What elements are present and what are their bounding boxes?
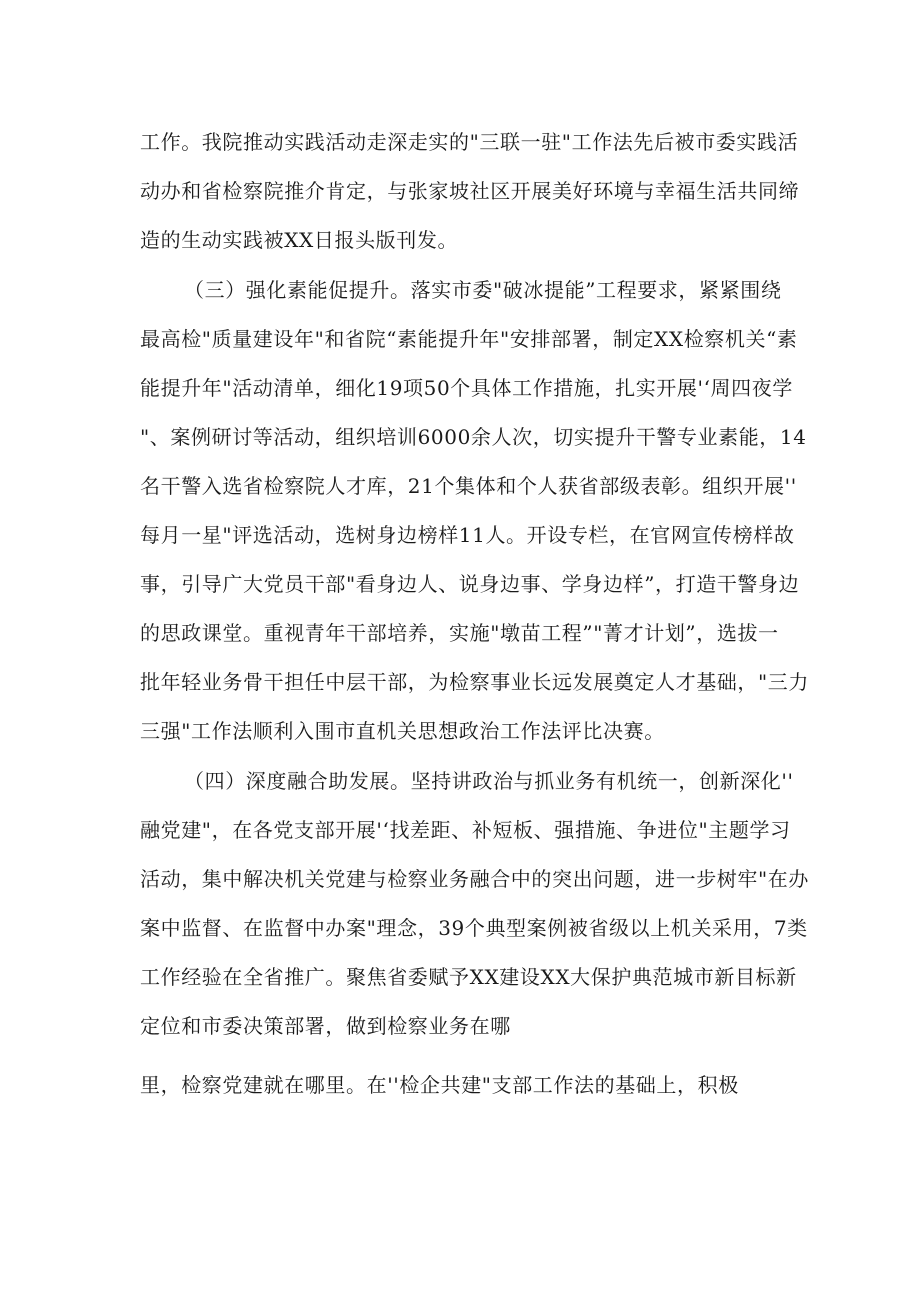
paragraph-line: 的思政课堂。重视青年干部培养，实施"墩苗工程”"菁才计划”，选拔一	[140, 621, 779, 645]
paragraph-line: "、案例研讨等活动，组织培训6000余人次，切实提升干警专业素能，14	[140, 425, 807, 449]
paragraph-line: 工作。我院推动实践活动走深走实的"三联一驻"工作法先后被市委实践活	[140, 130, 799, 154]
paragraph-line: 批年轻业务骨干担任中层干部，为检察事业长远发展奠定人才基础，"三力	[140, 670, 809, 694]
paragraph-line: 工作经验在全省推广。聚焦省委赋予XX建设XX大保护典范城市新目标新	[140, 965, 797, 989]
paragraph-line: 动办和省检察院推介肯定，与张家坡社区开展美好环境与幸福生活共同缔	[140, 179, 800, 203]
paragraph-line: 里，检察党建就在哪里。在''检企共建"支部工作法的基础上，积极	[140, 1073, 739, 1097]
paragraph-line: 活动，集中解决机关党建与检察业务融合中的突出问题，进一步树牢"在办	[140, 867, 809, 891]
paragraph-line: 案中监督、在监督中办案"理念，39个典型案例被省级以上机关采用，7类	[140, 916, 808, 940]
paragraph-line: 造的生动实践被XX日报头版刊发。	[140, 228, 459, 252]
section-3-heading-line: （三）强化素能促提升。落实市委"破冰提能”工程要求，紧紧围绕	[184, 278, 782, 302]
paragraph-line: 融党建"，在各党支部开展'‘找差距、补短板、强措施、争进位"主题学习	[140, 818, 791, 842]
paragraph-line: 三强"工作法顺利入围市直机关思想政治工作法评比决赛。	[140, 719, 665, 743]
paragraph-line: 每月一星"评选活动，选树身边榜样11人。开设专栏，在官网宣传榜样故	[140, 523, 795, 547]
section-4-heading-line: （四）深度融合助发展。坚持讲政治与抓业务有机统一，创新深化''	[184, 769, 794, 793]
paragraph-line: 事，引导广大党员干部"看身边人、说身边事、学身边样”，打造干警身边	[140, 572, 800, 596]
paragraph-line: 最高检"质量建设年"和省院“素能提升年"安排部署，制定XX检察机关“素	[140, 327, 798, 351]
paragraph-line: 能提升年"活动清单，细化19项50个具体工作措施，扎实开展'‘周四夜学	[140, 376, 793, 400]
paragraph-line: 定位和市委决策部署，做到检察业务在哪	[140, 1014, 511, 1038]
paragraph-line: 名干警入选省检察院人才库，21个集体和个人获省部级表彰。组织开展''	[140, 474, 797, 498]
